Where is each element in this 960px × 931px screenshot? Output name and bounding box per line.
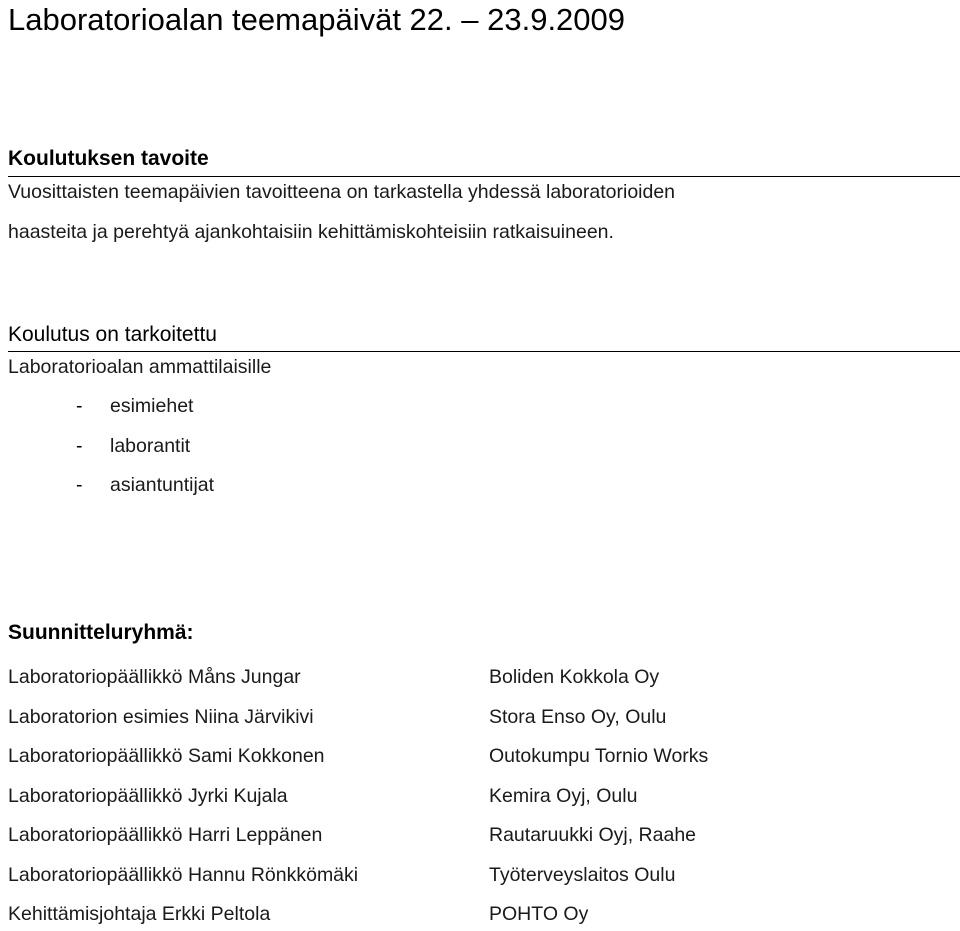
bullet-dash: - <box>76 474 83 496</box>
goal-text-line-2: haasteita ja perehtyä ajankohtaisiin kehittämiskohteisiin ratkaisuineen. <box>8 221 614 243</box>
member-org: Outokumpu Tornio Works <box>489 745 709 767</box>
member-org: POHTO Oy <box>489 903 589 925</box>
audience-item: laborantit <box>110 435 191 457</box>
member-org: Stora Enso Oy, Oulu <box>489 706 667 728</box>
bullet-dash: - <box>76 395 83 417</box>
member-person: Laboratoriopäällikkö Hannu Rönkkömäki <box>8 864 359 886</box>
member-person: Laboratoriopäällikkö Jyrki Kujala <box>8 785 288 807</box>
audience-intro: Laboratorioalan ammattilaisille <box>8 356 272 378</box>
member-person: Laboratoriopäällikkö Harri Leppänen <box>8 824 323 846</box>
member-person: Laboratoriopäällikkö Måns Jungar <box>8 666 301 688</box>
audience-heading-rule <box>8 351 960 352</box>
audience-item: asiantuntijat <box>110 474 215 496</box>
member-person: Kehittämisjohtaja Erkki Peltola <box>8 903 271 925</box>
member-org: Työterveyslaitos Oulu <box>489 864 676 886</box>
bullet-dash: - <box>76 435 83 457</box>
page-title: Laboratorioalan teemapäivät 22. – 23.9.2009 <box>8 2 626 37</box>
audience-item: esimiehet <box>110 395 194 417</box>
member-person: Laboratorion esimies Niina Järvikivi <box>8 706 314 728</box>
member-org: Kemira Oyj, Oulu <box>489 785 638 807</box>
member-org: Boliden Kokkola Oy <box>489 666 660 688</box>
audience-heading: Koulutus on tarkoitettu <box>8 323 217 346</box>
member-person: Laboratoriopäällikkö Sami Kokkonen <box>8 745 325 767</box>
goal-text-line-1: Vuosittaisten teemapäivien tavoitteena on tarkastella yhdessä laboratorioiden <box>8 181 676 203</box>
planning-heading: Suunnitteluryhmä: <box>8 621 194 644</box>
member-org: Rautaruukki Oyj, Raahe <box>489 824 697 846</box>
goal-heading-rule <box>8 176 960 177</box>
goal-heading: Koulutuksen tavoite <box>8 147 209 170</box>
